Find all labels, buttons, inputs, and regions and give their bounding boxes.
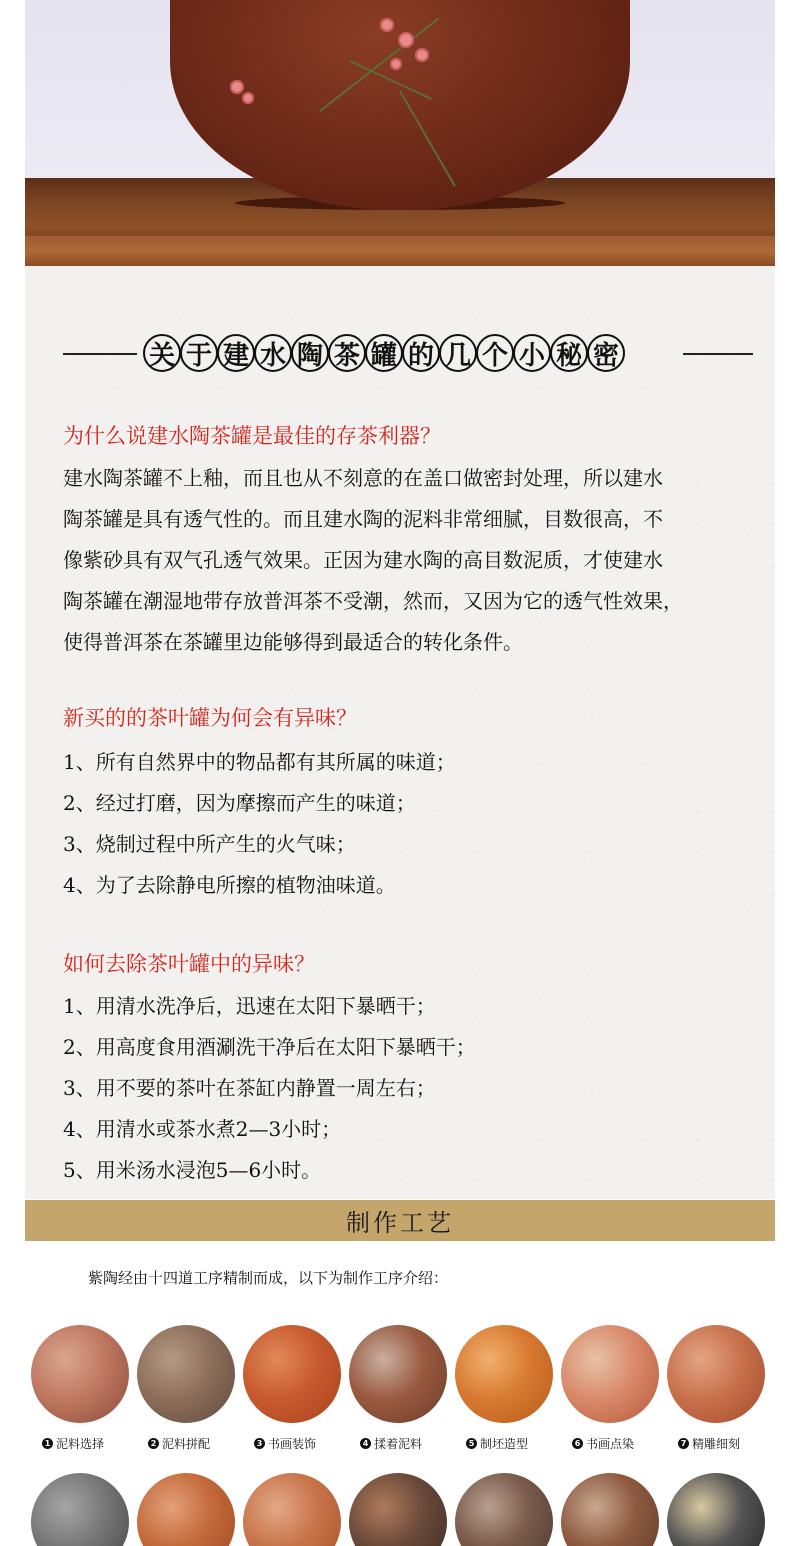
step-label: 书画点染 bbox=[586, 1437, 635, 1451]
question-1-title: 为什么说建水陶茶罐是最佳的存茶利器？ bbox=[63, 424, 441, 448]
step-photo bbox=[243, 1325, 341, 1423]
heading-char: 小 bbox=[513, 334, 551, 372]
question-3-title: 如何去除茶叶罐中的异味？ bbox=[63, 952, 315, 976]
list-item: 1、用清水洗净后，迅速在太阳下暴晒干； bbox=[63, 994, 436, 1018]
process-step bbox=[136, 1325, 236, 1452]
process-step bbox=[666, 1473, 766, 1546]
heading-char: 水 bbox=[254, 334, 292, 372]
process-step bbox=[560, 1325, 660, 1452]
process-step bbox=[136, 1473, 236, 1546]
step-label: 泥料拼配 bbox=[162, 1437, 211, 1451]
process-step bbox=[242, 1325, 342, 1452]
list-item: 1、所有自然界中的物品都有其所属的味道； bbox=[63, 750, 456, 774]
shelf-edge bbox=[25, 236, 775, 266]
step-photo bbox=[349, 1325, 447, 1423]
answer-line: 陶茶罐是具有透气性的。而且建水陶的泥料非常细腻，目数很高，不 bbox=[63, 507, 663, 531]
step-number: 6 bbox=[572, 1438, 583, 1449]
answer-line: 建水陶茶罐不上釉，而且也从不刻意的在盖口做密封处理，所以建水 bbox=[63, 466, 663, 490]
step-caption bbox=[666, 1435, 766, 1452]
list-item: 3、烧制过程中所产生的火气味； bbox=[63, 832, 356, 856]
step-caption bbox=[454, 1435, 554, 1452]
process-step bbox=[560, 1473, 660, 1546]
step-photo bbox=[349, 1473, 447, 1546]
process-step bbox=[666, 1325, 766, 1452]
process-step bbox=[30, 1473, 130, 1546]
list-item: 2、用高度食用酒涮洗干净后在太阳下暴晒干； bbox=[63, 1035, 476, 1059]
step-label: 泥料选择 bbox=[56, 1437, 105, 1451]
heading-char: 密 bbox=[587, 334, 625, 372]
step-photo bbox=[455, 1473, 553, 1546]
step-photo bbox=[667, 1325, 765, 1423]
step-caption bbox=[136, 1435, 236, 1452]
question-2-list bbox=[63, 742, 763, 906]
heading-char: 的 bbox=[402, 334, 440, 372]
heading-char: 秘 bbox=[550, 334, 588, 372]
step-label: 揉着泥料 bbox=[374, 1437, 423, 1451]
list-item: 2、经过打磨，因为摩擦而产生的味道； bbox=[63, 791, 416, 815]
step-photo bbox=[137, 1473, 235, 1546]
list-item: 4、为了去除静电所擦的植物油味道。 bbox=[63, 873, 396, 897]
heading-char: 于 bbox=[180, 334, 218, 372]
answer-line: 陶茶罐在潮湿地带存放普洱茶不受潮，然而，又因为它的透气性效果， bbox=[63, 589, 683, 613]
hero-photo bbox=[25, 0, 775, 266]
step-photo bbox=[667, 1473, 765, 1546]
heading-char: 茶 bbox=[328, 334, 366, 372]
step-caption bbox=[30, 1435, 130, 1452]
heading-char: 关 bbox=[143, 334, 181, 372]
secrets-section bbox=[25, 266, 775, 1199]
heading-title bbox=[143, 334, 624, 372]
question-1-answer bbox=[63, 458, 763, 663]
step-caption bbox=[560, 1435, 660, 1452]
heading-char: 几 bbox=[439, 334, 477, 372]
step-label: 精雕细刻 bbox=[692, 1437, 741, 1451]
step-photo bbox=[137, 1325, 235, 1423]
process-step bbox=[454, 1473, 554, 1546]
answer-line: 像紫砂具有双气孔透气效果。正因为建水陶的高目数泥质，才使建水 bbox=[63, 548, 663, 572]
step-number: 4 bbox=[360, 1438, 371, 1449]
process-step bbox=[30, 1325, 130, 1452]
step-number: 2 bbox=[148, 1438, 159, 1449]
craft-banner bbox=[25, 1200, 775, 1241]
list-item: 4、用清水或茶水煮2—3小时； bbox=[63, 1117, 342, 1141]
step-photo bbox=[31, 1325, 129, 1423]
heading-char: 个 bbox=[476, 334, 514, 372]
step-photo bbox=[455, 1325, 553, 1423]
heading-rule-left bbox=[63, 353, 137, 355]
step-label: 制坯造型 bbox=[480, 1437, 529, 1451]
step-photo bbox=[561, 1325, 659, 1423]
question-3-list bbox=[63, 986, 763, 1191]
step-caption bbox=[348, 1435, 448, 1452]
heading-char: 建 bbox=[217, 334, 255, 372]
step-label: 书画装饰 bbox=[268, 1437, 317, 1451]
step-caption bbox=[242, 1435, 342, 1452]
list-item: 3、用不要的茶叶在茶缸内静置一周左右； bbox=[63, 1076, 436, 1100]
process-step bbox=[242, 1473, 342, 1546]
step-number: 3 bbox=[254, 1438, 265, 1449]
step-number: 5 bbox=[466, 1438, 477, 1449]
heading-rule-right bbox=[683, 353, 753, 355]
step-photo bbox=[31, 1473, 129, 1546]
heading-char: 罐 bbox=[365, 334, 403, 372]
craft-intro: 紫陶经由十四道工序精制而成，以下为制作工序介绍： bbox=[88, 1269, 449, 1287]
craft-banner-title: 制作工艺 bbox=[346, 1209, 454, 1237]
process-step bbox=[454, 1325, 554, 1452]
heading-char: 陶 bbox=[291, 334, 329, 372]
answer-line: 使得普洱茶在茶罐里边能够得到最适合的转化条件。 bbox=[63, 630, 523, 654]
process-step bbox=[348, 1473, 448, 1546]
question-2-title: 新买的的茶叶罐为何会有异味？ bbox=[63, 706, 357, 730]
list-item: 5、用米汤水浸泡5—6小时。 bbox=[63, 1158, 322, 1182]
process-step bbox=[348, 1325, 448, 1452]
step-photo bbox=[243, 1473, 341, 1546]
section-heading bbox=[63, 334, 753, 374]
step-number: 1 bbox=[42, 1438, 53, 1449]
step-photo bbox=[561, 1473, 659, 1546]
step-number: 7 bbox=[678, 1438, 689, 1449]
